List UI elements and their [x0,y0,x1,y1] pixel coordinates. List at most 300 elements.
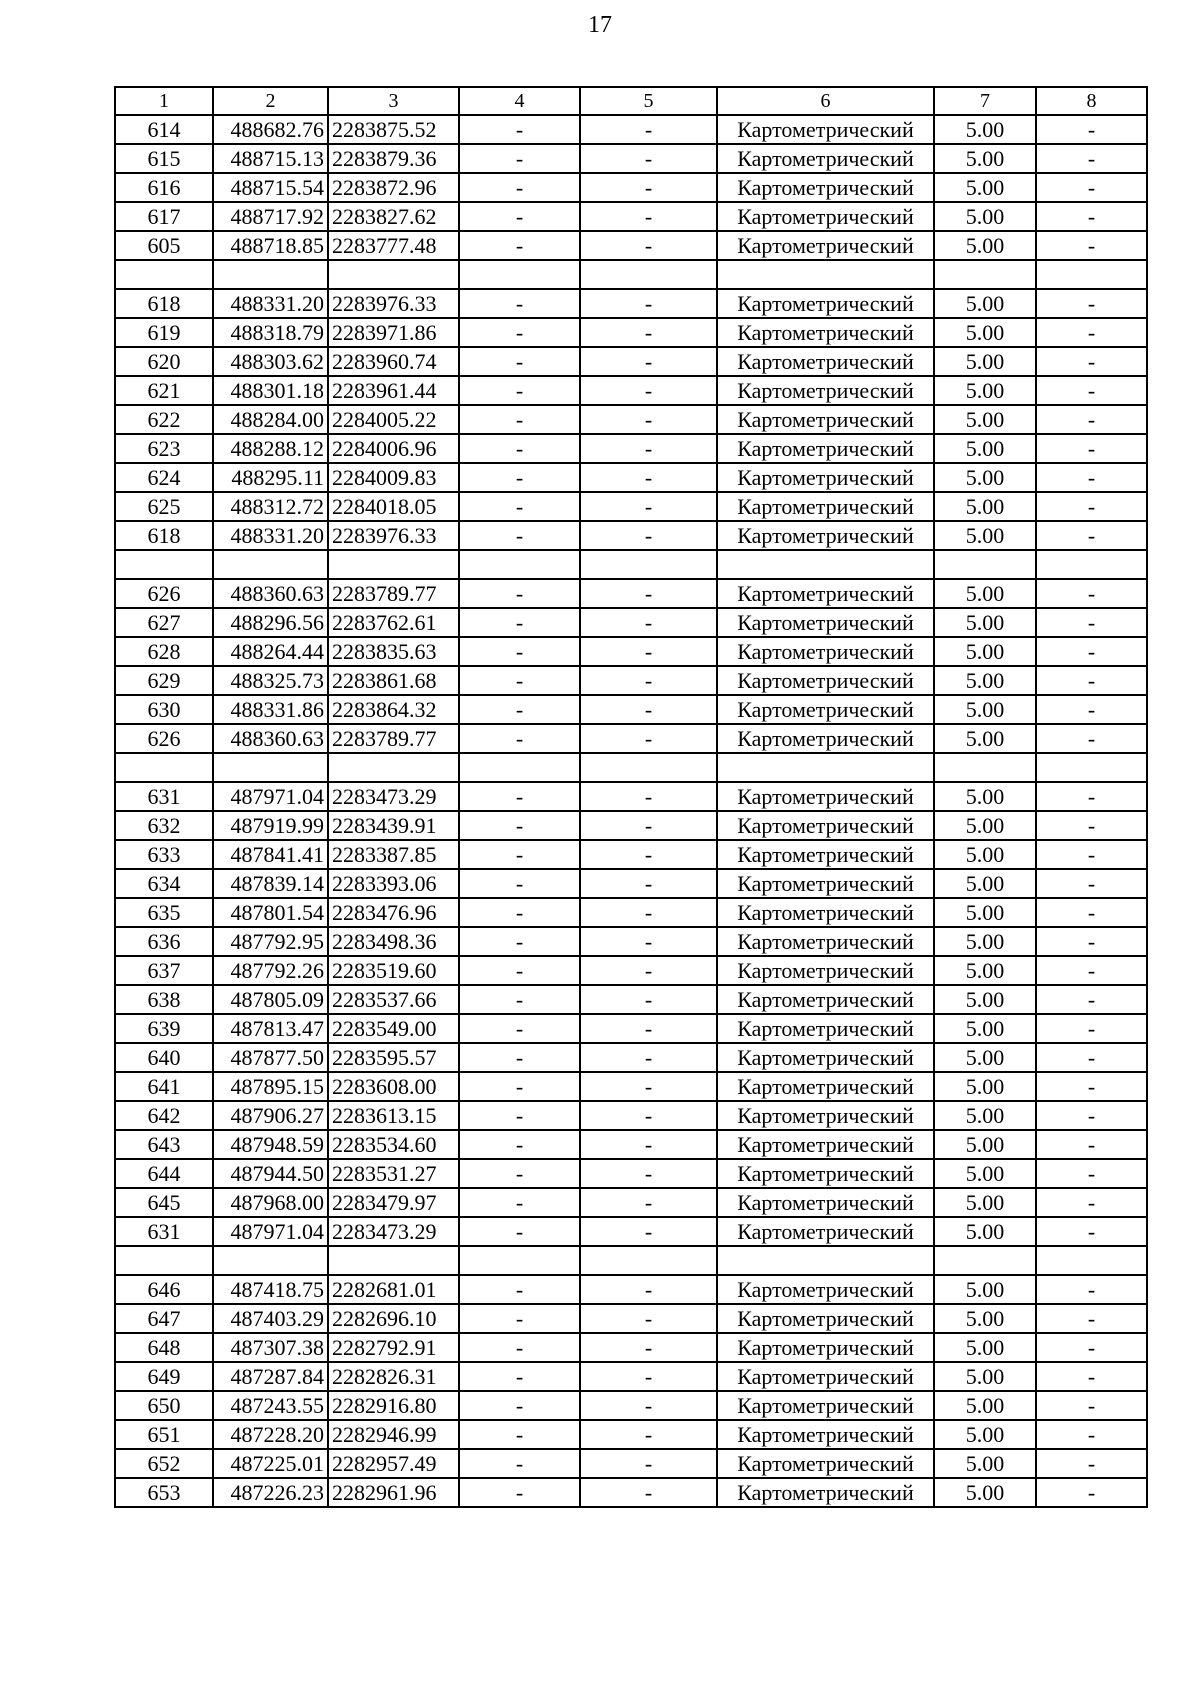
column-8-cell: - [1036,869,1147,898]
point-number-cell [115,1246,213,1275]
method-cell: Картометрический [717,1275,934,1304]
table-row [115,695,1147,724]
x-coordinate-cell: 487971.04 [213,782,328,811]
column-4-cell: - [459,1072,580,1101]
column-8-cell: - [1036,347,1147,376]
accuracy-cell: 5.00 [934,173,1036,202]
y-coordinate-cell: 2283534.60 [328,1130,459,1159]
column-5-cell: - [580,956,717,985]
y-coordinate-cell [328,550,459,579]
point-number-cell: 649 [115,1362,213,1391]
table-row [115,637,1147,666]
column-8-cell: - [1036,927,1147,956]
table-row [115,608,1147,637]
y-coordinate-cell: 2283473.29 [328,1217,459,1246]
column-4-cell: - [459,1101,580,1130]
column-5-cell: - [580,405,717,434]
accuracy-cell: 5.00 [934,869,1036,898]
x-coordinate-cell: 487403.29 [213,1304,328,1333]
column-8-cell: - [1036,1072,1147,1101]
method-cell: Картометрический [717,1217,934,1246]
column-5-cell [580,260,717,289]
point-number-cell: 634 [115,869,213,898]
method-cell: Картометрический [717,869,934,898]
column-4-cell: - [459,1159,580,1188]
x-coordinate-cell [213,260,328,289]
table-row [115,1362,1147,1391]
column-5-cell: - [580,811,717,840]
table-row [115,405,1147,434]
method-cell: Картометрический [717,1304,934,1333]
point-number-cell: 620 [115,347,213,376]
column-4-cell: - [459,405,580,434]
y-coordinate-cell: 2284006.96 [328,434,459,463]
x-coordinate-cell: 488718.85 [213,231,328,260]
column-4-cell: - [459,637,580,666]
method-cell: Картометрический [717,1362,934,1391]
accuracy-cell: 5.00 [934,1362,1036,1391]
column-4-cell: - [459,898,580,927]
x-coordinate-cell: 488717.92 [213,202,328,231]
column-4-cell: - [459,1478,580,1507]
table-row [115,202,1147,231]
x-coordinate-cell: 487226.23 [213,1478,328,1507]
column-8-cell: - [1036,318,1147,347]
x-coordinate-cell: 488715.54 [213,173,328,202]
point-number-cell: 615 [115,144,213,173]
table-row [115,1188,1147,1217]
table-row [115,231,1147,260]
column-8-cell: - [1036,1101,1147,1130]
y-coordinate-cell: 2282681.01 [328,1275,459,1304]
y-coordinate-cell: 2283861.68 [328,666,459,695]
table-row [115,318,1147,347]
y-coordinate-cell: 2283608.00 [328,1072,459,1101]
point-number-cell: 624 [115,463,213,492]
x-coordinate-cell: 487792.26 [213,956,328,985]
column-header: 4 [459,87,580,115]
y-coordinate-cell: 2283519.60 [328,956,459,985]
column-4-cell [459,753,580,782]
method-cell: Картометрический [717,1420,934,1449]
column-8-cell: - [1036,1362,1147,1391]
column-4-cell: - [459,811,580,840]
column-5-cell: - [580,1101,717,1130]
x-coordinate-cell: 487287.84 [213,1362,328,1391]
y-coordinate-cell: 2282826.31 [328,1362,459,1391]
accuracy-cell: 5.00 [934,1333,1036,1362]
column-8-cell: - [1036,1130,1147,1159]
y-coordinate-cell: 2283439.91 [328,811,459,840]
method-cell: Картометрический [717,289,934,318]
table-row [115,434,1147,463]
column-5-cell: - [580,579,717,608]
y-coordinate-cell: 2282957.49 [328,1449,459,1478]
column-8-cell: - [1036,1391,1147,1420]
point-number-cell: 621 [115,376,213,405]
accuracy-cell [934,1246,1036,1275]
column-4-cell: - [459,318,580,347]
table-row [115,492,1147,521]
point-number-cell: 643 [115,1130,213,1159]
x-coordinate-cell: 487801.54 [213,898,328,927]
y-coordinate-cell [328,753,459,782]
accuracy-cell: 5.00 [934,289,1036,318]
column-4-cell: - [459,144,580,173]
point-number-cell: 631 [115,782,213,811]
column-5-cell: - [580,637,717,666]
accuracy-cell: 5.00 [934,1014,1036,1043]
point-number-cell: 646 [115,1275,213,1304]
accuracy-cell: 5.00 [934,927,1036,956]
x-coordinate-cell: 488312.72 [213,492,328,521]
column-4-cell: - [459,1014,580,1043]
point-number-cell: 633 [115,840,213,869]
x-coordinate-cell: 487418.75 [213,1275,328,1304]
column-5-cell [580,753,717,782]
method-cell: Картометрический [717,347,934,376]
column-8-cell: - [1036,1014,1147,1043]
y-coordinate-cell: 2283473.29 [328,782,459,811]
column-8-cell [1036,260,1147,289]
column-5-cell: - [580,782,717,811]
x-coordinate-cell: 487971.04 [213,1217,328,1246]
point-number-cell [115,550,213,579]
table-row [115,376,1147,405]
column-5-cell: - [580,347,717,376]
point-number-cell: 631 [115,1217,213,1246]
column-5-cell: - [580,1304,717,1333]
column-5-cell: - [580,202,717,231]
table-row [115,289,1147,318]
table-row [115,521,1147,550]
accuracy-cell: 5.00 [934,492,1036,521]
table-row [115,1391,1147,1420]
column-4-cell: - [459,927,580,956]
y-coordinate-cell: 2282696.10 [328,1304,459,1333]
table-row [115,144,1147,173]
column-8-cell: - [1036,202,1147,231]
y-coordinate-cell: 2283971.86 [328,318,459,347]
x-coordinate-cell: 487968.00 [213,1188,328,1217]
accuracy-cell: 5.00 [934,202,1036,231]
y-coordinate-cell: 2283789.77 [328,579,459,608]
method-cell [717,1246,934,1275]
x-coordinate-cell: 487895.15 [213,1072,328,1101]
column-4-cell: - [459,1217,580,1246]
column-8-cell [1036,753,1147,782]
column-header: 5 [580,87,717,115]
table-row [115,1014,1147,1043]
y-coordinate-cell: 2283835.63 [328,637,459,666]
y-coordinate-cell: 2283476.96 [328,898,459,927]
table-row [115,1217,1147,1246]
column-5-cell: - [580,289,717,318]
column-5-cell: - [580,666,717,695]
column-4-cell: - [459,1449,580,1478]
accuracy-cell: 5.00 [934,1391,1036,1420]
column-8-cell: - [1036,724,1147,753]
table-row [115,579,1147,608]
column-4-cell [459,260,580,289]
separator-row [115,753,1147,782]
column-5-cell [580,1246,717,1275]
column-4-cell: - [459,1420,580,1449]
point-number-cell: 619 [115,318,213,347]
x-coordinate-cell: 488715.13 [213,144,328,173]
column-4-cell: - [459,985,580,1014]
point-number-cell: 650 [115,1391,213,1420]
column-8-cell: - [1036,231,1147,260]
accuracy-cell: 5.00 [934,115,1036,144]
method-cell: Картометрический [717,405,934,434]
point-number-cell: 618 [115,521,213,550]
method-cell: Картометрический [717,1043,934,1072]
column-5-cell: - [580,927,717,956]
column-4-cell: - [459,1304,580,1333]
method-cell: Картометрический [717,927,934,956]
point-number-cell: 625 [115,492,213,521]
point-number-cell: 653 [115,1478,213,1507]
column-4-cell: - [459,521,580,550]
column-8-cell: - [1036,289,1147,318]
column-4-cell: - [459,956,580,985]
accuracy-cell: 5.00 [934,463,1036,492]
table-row [115,1478,1147,1507]
accuracy-cell: 5.00 [934,898,1036,927]
column-8-cell: - [1036,1217,1147,1246]
method-cell: Картометрический [717,724,934,753]
column-8-cell: - [1036,1478,1147,1507]
column-8-cell: - [1036,1275,1147,1304]
column-5-cell: - [580,173,717,202]
column-header: 8 [1036,87,1147,115]
accuracy-cell: 5.00 [934,1072,1036,1101]
accuracy-cell: 5.00 [934,1130,1036,1159]
accuracy-cell [934,260,1036,289]
column-5-cell: - [580,1159,717,1188]
point-number-cell: 629 [115,666,213,695]
column-5-cell: - [580,376,717,405]
column-5-cell: - [580,1188,717,1217]
column-8-cell: - [1036,985,1147,1014]
column-5-cell: - [580,318,717,347]
method-cell [717,260,934,289]
accuracy-cell: 5.00 [934,1420,1036,1449]
y-coordinate-cell: 2283613.15 [328,1101,459,1130]
accuracy-cell: 5.00 [934,521,1036,550]
x-coordinate-cell: 488331.20 [213,289,328,318]
x-coordinate-cell: 488682.76 [213,115,328,144]
accuracy-cell [934,753,1036,782]
point-number-cell: 616 [115,173,213,202]
table-row [115,666,1147,695]
accuracy-cell: 5.00 [934,231,1036,260]
y-coordinate-cell: 2282792.91 [328,1333,459,1362]
accuracy-cell: 5.00 [934,637,1036,666]
column-4-cell: - [459,1130,580,1159]
column-5-cell: - [580,985,717,1014]
method-cell: Картометрический [717,521,934,550]
point-number-cell: 614 [115,115,213,144]
column-4-cell: - [459,289,580,318]
column-8-cell: - [1036,898,1147,927]
column-5-cell: - [580,1333,717,1362]
method-cell: Картометрический [717,173,934,202]
x-coordinate-cell: 487919.99 [213,811,328,840]
method-cell: Картометрический [717,434,934,463]
point-number-cell: 644 [115,1159,213,1188]
method-cell: Картометрический [717,202,934,231]
column-4-cell: - [459,1391,580,1420]
column-8-cell: - [1036,666,1147,695]
x-coordinate-cell: 487813.47 [213,1014,328,1043]
column-8-cell: - [1036,115,1147,144]
column-5-cell: - [580,898,717,927]
column-header: 6 [717,87,934,115]
point-number-cell: 635 [115,898,213,927]
column-8-cell: - [1036,1333,1147,1362]
point-number-cell: 626 [115,724,213,753]
method-cell: Картометрический [717,898,934,927]
accuracy-cell: 5.00 [934,1449,1036,1478]
column-4-cell: - [459,1362,580,1391]
column-4-cell: - [459,782,580,811]
column-4-cell: - [459,579,580,608]
column-4-cell: - [459,492,580,521]
method-cell: Картометрический [717,637,934,666]
column-4-cell: - [459,608,580,637]
point-number-cell: 647 [115,1304,213,1333]
column-header: 3 [328,87,459,115]
column-4-cell: - [459,869,580,898]
point-number-cell: 640 [115,1043,213,1072]
point-number-cell: 605 [115,231,213,260]
y-coordinate-cell: 2283762.61 [328,608,459,637]
point-number-cell: 630 [115,695,213,724]
table-row [115,1333,1147,1362]
point-number-cell: 652 [115,1449,213,1478]
method-cell: Картометрический [717,1333,934,1362]
accuracy-cell: 5.00 [934,1217,1036,1246]
column-4-cell: - [459,463,580,492]
column-5-cell: - [580,1217,717,1246]
column-4-cell: - [459,1275,580,1304]
column-4-cell: - [459,724,580,753]
x-coordinate-cell: 488264.44 [213,637,328,666]
table-row [115,782,1147,811]
accuracy-cell: 5.00 [934,1478,1036,1507]
y-coordinate-cell: 2283961.44 [328,376,459,405]
point-number-cell [115,753,213,782]
y-coordinate-cell: 2283537.66 [328,985,459,1014]
table-row [115,115,1147,144]
point-number-cell: 617 [115,202,213,231]
column-8-cell: - [1036,782,1147,811]
x-coordinate-cell: 488303.62 [213,347,328,376]
column-8-cell: - [1036,1043,1147,1072]
table-row [115,724,1147,753]
table-row [115,840,1147,869]
y-coordinate-cell: 2284009.83 [328,463,459,492]
x-coordinate-cell: 487877.50 [213,1043,328,1072]
column-8-cell: - [1036,376,1147,405]
point-number-cell: 639 [115,1014,213,1043]
column-8-cell: - [1036,405,1147,434]
point-number-cell: 628 [115,637,213,666]
column-5-cell: - [580,1391,717,1420]
column-5-cell: - [580,521,717,550]
accuracy-cell: 5.00 [934,347,1036,376]
column-5-cell: - [580,869,717,898]
x-coordinate-cell: 488325.73 [213,666,328,695]
column-5-cell: - [580,1420,717,1449]
accuracy-cell: 5.00 [934,1101,1036,1130]
method-cell: Картометрический [717,1391,934,1420]
column-8-cell: - [1036,695,1147,724]
accuracy-cell: 5.00 [934,144,1036,173]
method-cell: Картометрический [717,1072,934,1101]
column-4-cell: - [459,1188,580,1217]
header-row [115,87,1147,115]
table-row [115,1304,1147,1333]
method-cell: Картометрический [717,115,934,144]
method-cell: Картометрический [717,1159,934,1188]
table-row [115,1072,1147,1101]
accuracy-cell: 5.00 [934,1275,1036,1304]
column-8-cell: - [1036,579,1147,608]
accuracy-cell [934,550,1036,579]
accuracy-cell: 5.00 [934,318,1036,347]
point-number-cell: 623 [115,434,213,463]
table-row [115,1420,1147,1449]
method-cell: Картометрический [717,144,934,173]
y-coordinate-cell: 2284005.22 [328,405,459,434]
method-cell: Картометрический [717,463,934,492]
method-cell: Картометрический [717,666,934,695]
method-cell: Картометрический [717,1014,934,1043]
accuracy-cell: 5.00 [934,434,1036,463]
method-cell: Картометрический [717,695,934,724]
accuracy-cell: 5.00 [934,956,1036,985]
y-coordinate-cell: 2283393.06 [328,869,459,898]
column-5-cell: - [580,695,717,724]
table-row [115,463,1147,492]
column-4-cell: - [459,840,580,869]
column-4-cell: - [459,434,580,463]
accuracy-cell: 5.00 [934,608,1036,637]
point-number-cell: 645 [115,1188,213,1217]
y-coordinate-cell: 2283960.74 [328,347,459,376]
table-row [115,173,1147,202]
x-coordinate-cell: 487243.55 [213,1391,328,1420]
y-coordinate-cell: 2283976.33 [328,521,459,550]
column-8-cell [1036,1246,1147,1275]
point-number-cell: 641 [115,1072,213,1101]
y-coordinate-cell: 2283976.33 [328,289,459,318]
x-coordinate-cell: 488301.18 [213,376,328,405]
method-cell: Картометрический [717,579,934,608]
point-number-cell: 626 [115,579,213,608]
table-row [115,1275,1147,1304]
point-number-cell: 627 [115,608,213,637]
column-4-cell: - [459,1043,580,1072]
x-coordinate-cell: 488331.86 [213,695,328,724]
column-5-cell: - [580,1130,717,1159]
column-8-cell: - [1036,1420,1147,1449]
column-5-cell: - [580,492,717,521]
column-5-cell: - [580,840,717,869]
